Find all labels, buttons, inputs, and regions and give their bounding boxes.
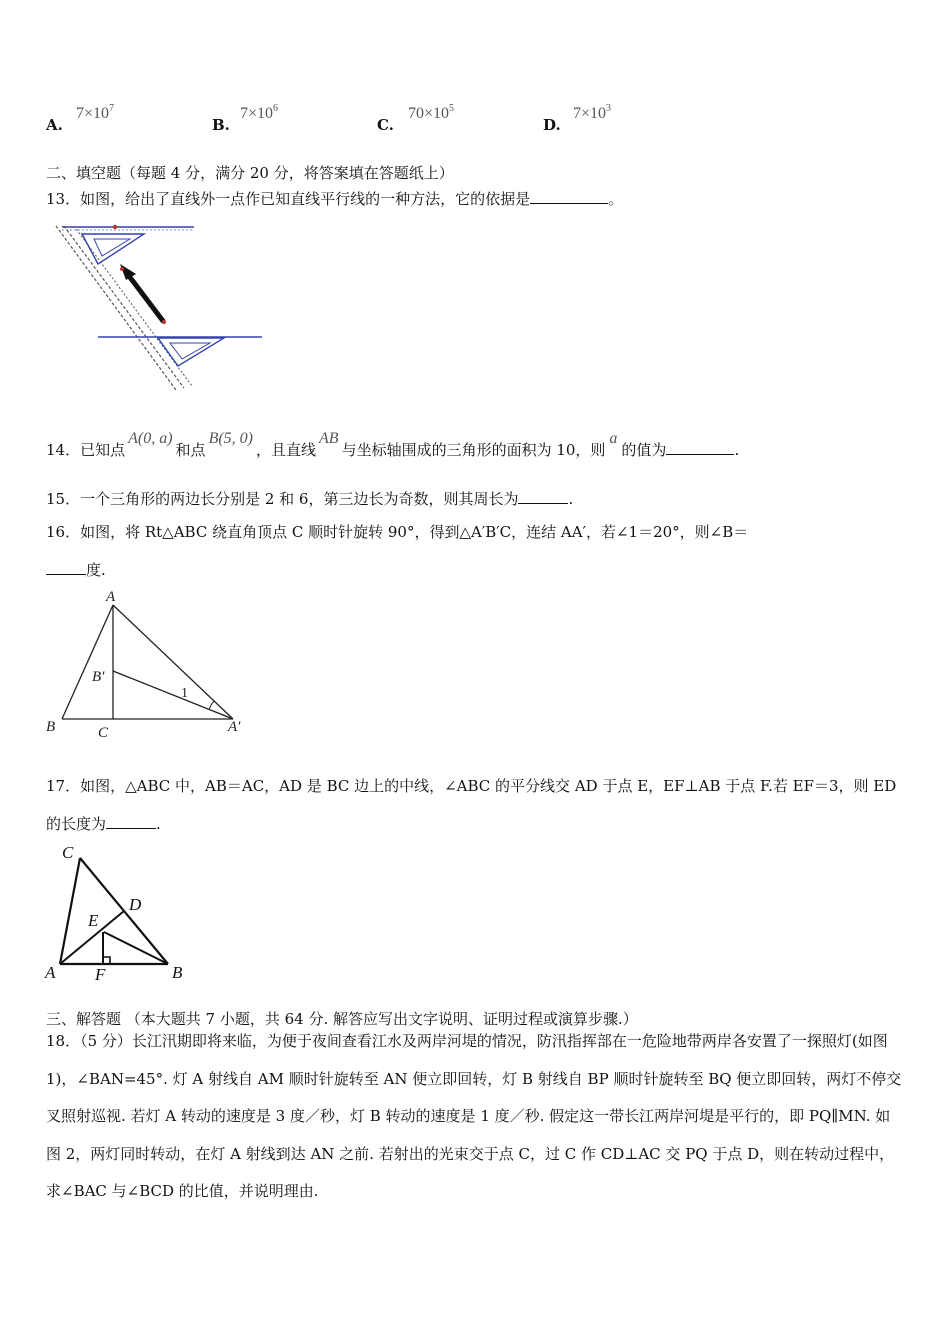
q16-text: 16．如图，将 Rt△ABC 绕直角顶点 C 顺时针旋转 90°，得到△A′B′C，连结 AA′，若∠1＝20°，则∠B＝ 度.	[46, 523, 749, 579]
q16-label-a: A	[106, 589, 116, 605]
option-b-letter: B.	[212, 116, 230, 134]
q13-figure	[52, 222, 267, 394]
option-d-letter: D.	[543, 116, 561, 134]
option-b-value: $7\times 10^6$	[240, 103, 279, 122]
q17-figure	[40, 840, 200, 985]
q14-point-b: B(5, 0)	[208, 430, 253, 447]
q16-label-bp: B′	[92, 669, 105, 685]
q18-text: 18．（5 分）长江汛期即将来临，为便于夜间查看江水及两岸河堤的情况，防汛指挥部在一危险地带两岸各安置了一探照灯(如图 1)，∠BAN=45°. 灯 A 射线自 AM 顺时针旋转至 AN 便立即回转，灯 B 射线自 BP 顺时针旋转至 BQ 便立即回转，两灯不停交叉照射巡视. 若灯 A 转动的速度是 3 度／秒，灯 B 转动的速度是 1 度／秒. 假定这一带长江两岸河堤是平行的，即 PQ∥MN. 如图 2，两灯同时转动，在灯 A 射线到达 AN 之前. 若射出的光束交于点 C，过 C 作 CD⊥AC 交 PQ 于点 D，则在转动过程中，求∠BAC 与∠BCD 的比值，并说明理由.	[46, 1032, 902, 1200]
q16-label-ap: A′	[228, 719, 241, 735]
q14-text: 14．已知点A(0, a)和点B(5, 0)，且直线AB与坐标轴围成的三角形的面积为 10，则a的值为 .	[46, 430, 740, 459]
q16-label-angle1: 1	[181, 686, 188, 701]
q13-text: 13．如图，给出了直线外一点作已知直线平行线的一种方法，它的依据是 。	[46, 190, 624, 208]
option-a-letter: A.	[46, 116, 63, 134]
q17-label-d: D	[129, 895, 142, 914]
q16-label-c: C	[98, 725, 109, 741]
section3-title: 三、解答题 （本大题共 7 小题，共 64 分. 解答应写出文字说明、证明过程或演算步骤.）	[46, 1010, 638, 1028]
q17-text: 17．如图，△ABC 中，AB＝AC，AD 是 BC 边上的中线，∠ABC 的平分线交 AD 于点 E，EF⊥AB 于点 F.若 EF＝3，则 ED 的长度为 .	[46, 777, 897, 833]
section2-title: 二、填空题（每题 4 分，满分 20 分，将答案填在答题纸上）	[46, 164, 454, 182]
option-d-value: $7\times 10^3$	[573, 103, 612, 122]
option-c-letter: C.	[377, 116, 394, 134]
q17-label-c: C	[62, 843, 74, 862]
q14-line-ab: AB	[319, 430, 339, 447]
q14-point-a: A(0, a)	[128, 430, 173, 447]
q17-label-f: F	[95, 965, 106, 984]
q16-figure	[40, 585, 255, 745]
q17-label-b: B	[172, 963, 183, 982]
option-a-value: $7\times 10^7$	[76, 103, 115, 122]
q14-var-a: a	[609, 430, 618, 447]
q17-label-a: A	[45, 963, 56, 982]
q16-label-b: B	[46, 719, 56, 735]
q15-text: 15．一个三角形的两边长分别是 2 和 6，第三边长为奇数，则其周长为 .	[46, 490, 574, 508]
q17-label-e: E	[88, 911, 99, 930]
option-c-value: $70\times 10^5$	[408, 103, 455, 122]
